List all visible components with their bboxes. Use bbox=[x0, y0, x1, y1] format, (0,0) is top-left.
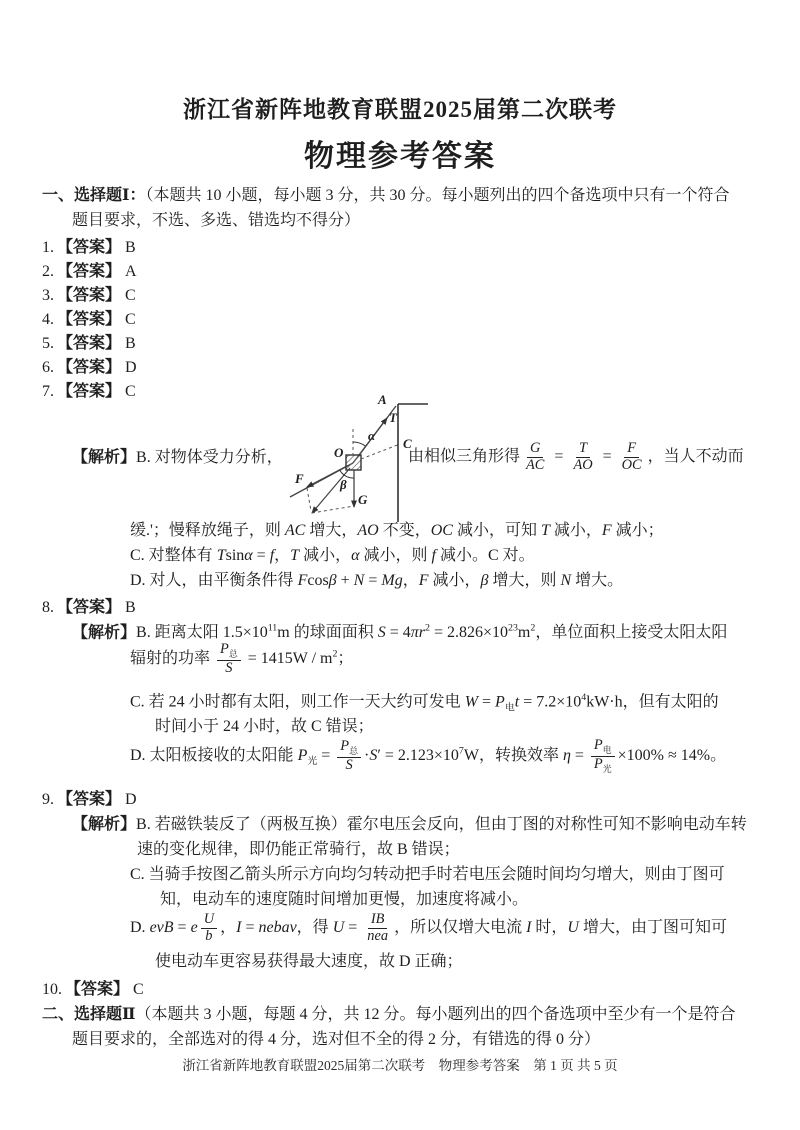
answer-row-3 bbox=[42, 286, 136, 306]
answer-value: B bbox=[125, 239, 136, 256]
answer-value: C bbox=[125, 311, 136, 328]
answer-row-6 bbox=[42, 358, 137, 378]
answer-number: 1. bbox=[42, 239, 54, 256]
section1-heading-rest: （本题共 10 小题，每小题 3 分，共 30 分。每小题列出的四个备选项中只有一个符合 bbox=[145, 187, 730, 204]
answer-value: C bbox=[125, 383, 136, 400]
q7-similar-triangles-formula: 由相似三角形得 $\frac{G}{AC}$ = $\frac{T}{AO}$ = $\frac{F}{OC}$ ，当人不动而 bbox=[408, 440, 744, 473]
q7-option-c-line: C. 对整体有 Tsinα = f，T 减小，α 减小，则 f 减小。C 对。 bbox=[130, 547, 535, 564]
label-alpha: α bbox=[368, 428, 376, 443]
page-footer: 浙江省新阵地教育联盟2025届第二次联考 物理参考答案 第 1 页 共 5 页 bbox=[182, 1058, 618, 1073]
parallelogram-dashed-1 bbox=[307, 488, 311, 511]
section1-heading-line2: 题目要求，不选、多选、错选均不得分） bbox=[72, 212, 361, 229]
answer-row-10 bbox=[42, 980, 144, 1000]
q9-option-c-line1: C. 当骑手按图乙箭头所示方向均匀转动把手时若电压会随时间均匀增大，则由丁图可 bbox=[130, 866, 725, 883]
page-title: 浙江省新阵地教育联盟2025届第二次联考 bbox=[183, 97, 617, 122]
answer-label: 【答案】 bbox=[57, 791, 122, 808]
analysis-label: 【解析】 bbox=[72, 449, 137, 466]
section1-heading-line1 bbox=[42, 186, 730, 206]
answer-row-9 bbox=[42, 790, 137, 810]
label-beta: β bbox=[340, 477, 347, 492]
q9-option-d-line2: 使电动车更容易获得最大速度，故 D 正确； bbox=[155, 953, 463, 970]
answer-label: 【答案】 bbox=[57, 383, 122, 400]
q7-analysis-intro bbox=[72, 448, 283, 468]
answer-number: 8. bbox=[42, 599, 54, 616]
label-o: O bbox=[334, 445, 344, 460]
answer-value: B bbox=[125, 599, 136, 616]
analysis-label: 【解析】 bbox=[72, 816, 137, 833]
answer-number: 7. bbox=[42, 383, 54, 400]
q9-option-d-line1: D. evB = e $\frac{U}{b}$ ，I = nebav，得 U = $\frac{IB}{\text{nea}}$ ，所以仅增大电流 I 时，U 增大，由丁图可知可 bbox=[130, 911, 727, 944]
q9-analysis-b-line1 bbox=[72, 815, 747, 835]
label-g: G bbox=[358, 492, 368, 507]
answer-value: D bbox=[125, 791, 137, 808]
answer-value: A bbox=[125, 263, 137, 280]
answer-number: 4. bbox=[42, 311, 54, 328]
answer-label: 【答案】 bbox=[57, 311, 122, 328]
q7-option-d-line: D. 对人，由平衡条件得 Fcosβ + N = Mg，F 减小，β 增大，则 N 增大。 bbox=[130, 572, 624, 589]
answer-number: 6. bbox=[42, 359, 54, 376]
section2-heading-lead: 二、选择题Ⅱ bbox=[42, 1006, 136, 1023]
q8-analysis-b-text: B. 距离太阳 $1.5\times 10^{11}m$ 的球面面积 $S = 4\pi r^2 = 2.826\times 10^{23}m^2$，单位面积上接受太阳太阳 bbox=[136, 623, 728, 642]
q8-analysis-b-line1 bbox=[72, 623, 727, 643]
answer-label: 【答案】 bbox=[57, 335, 122, 352]
oc-dashed-line bbox=[361, 444, 400, 459]
alpha-arc bbox=[353, 442, 366, 446]
answer-label: 【答案】 bbox=[65, 981, 130, 998]
object-block bbox=[346, 455, 361, 470]
label-a: A bbox=[378, 392, 387, 407]
answer-label: 【答案】 bbox=[57, 263, 122, 280]
label-c: C bbox=[403, 436, 412, 451]
answer-label: 【答案】 bbox=[57, 239, 122, 256]
answer-label: 【答案】 bbox=[57, 599, 122, 616]
answer-row-1 bbox=[42, 238, 136, 258]
answer-number: 5. bbox=[42, 335, 54, 352]
section2-heading-line1 bbox=[42, 1005, 736, 1025]
section2-heading-rest: （本题共 3 小题，每题 4 分，共 12 分。每小题列出的四个备选项中至少有一个是符合 bbox=[135, 1006, 736, 1023]
answer-value: D bbox=[125, 359, 137, 376]
answer-row-2 bbox=[42, 262, 137, 282]
section2-heading-line2: 题目要求的，全部选对的得 4 分，选对但不全的得 2 分，有错选的得 0 分） bbox=[72, 1031, 601, 1048]
answer-number: 10. bbox=[42, 981, 62, 998]
answer-row-4 bbox=[42, 310, 136, 330]
answer-number: 3. bbox=[42, 287, 54, 304]
label-t: T bbox=[389, 410, 397, 425]
q8-option-c-line1: C. 若 24 小时都有太阳，则工作一天大约可发电 $W = P_电t = 7.2\times 10^4kW\cdot h$，但有太阳的 bbox=[130, 692, 719, 714]
label-f: F bbox=[295, 471, 304, 486]
q7-analysis-text: B. 对物体受力分析， bbox=[136, 449, 283, 466]
analysis-label: 【解析】 bbox=[72, 624, 137, 642]
q9-analysis-b-line2: 速的变化规律，即仍能正常骑行，故 B 错误； bbox=[137, 841, 460, 858]
q7-analysis-line2: 缓.'；慢释放绳子，则 AC 增大，AO 不变，OC 减小，可知 T 减小，F 减小； bbox=[130, 522, 664, 539]
page-subtitle: 物理参考答案 bbox=[304, 140, 496, 173]
q8-option-c-line2: 时间小于 24 小时，故 C 错误； bbox=[155, 718, 374, 735]
answer-label: 【答案】 bbox=[57, 287, 122, 304]
answer-value: B bbox=[125, 335, 136, 352]
q8-analysis-b-line2: 辐射的功率 $\frac{P_总}{S}$ = $1415W / m^2$； bbox=[130, 641, 354, 676]
answer-number: 2. bbox=[42, 263, 54, 280]
q9-analysis-b-text: B. 若磁铁装反了（两极互换）霍尔电压会反向，但由丁图的对称性可知不影响电动车转 bbox=[136, 816, 747, 833]
section1-heading-lead: 一、选择题Ⅰ： bbox=[42, 187, 146, 204]
answer-row-8 bbox=[42, 598, 136, 618]
answer-row-7 bbox=[42, 382, 136, 402]
q9-option-c-line2: 知，电动车的速度随时间增加更慢，加速度将减小。 bbox=[160, 891, 529, 908]
q8-option-d-line: D. 太阳板接收的太阳能 $P_光$ = $\frac{P_总}{S}$ $\cdot S' = 2.123\times 10^7W$，转换效率 η = $\frac{P_电}{P_光}$ ×100% ≈ 14%。 bbox=[130, 737, 727, 774]
answer-row-5 bbox=[42, 334, 136, 354]
answer-value: C bbox=[133, 981, 144, 998]
parallelogram-dashed-2 bbox=[312, 506, 354, 513]
answer-value: C bbox=[125, 287, 136, 304]
answer-label: 【答案】 bbox=[57, 359, 122, 376]
answer-number: 9. bbox=[42, 791, 54, 808]
